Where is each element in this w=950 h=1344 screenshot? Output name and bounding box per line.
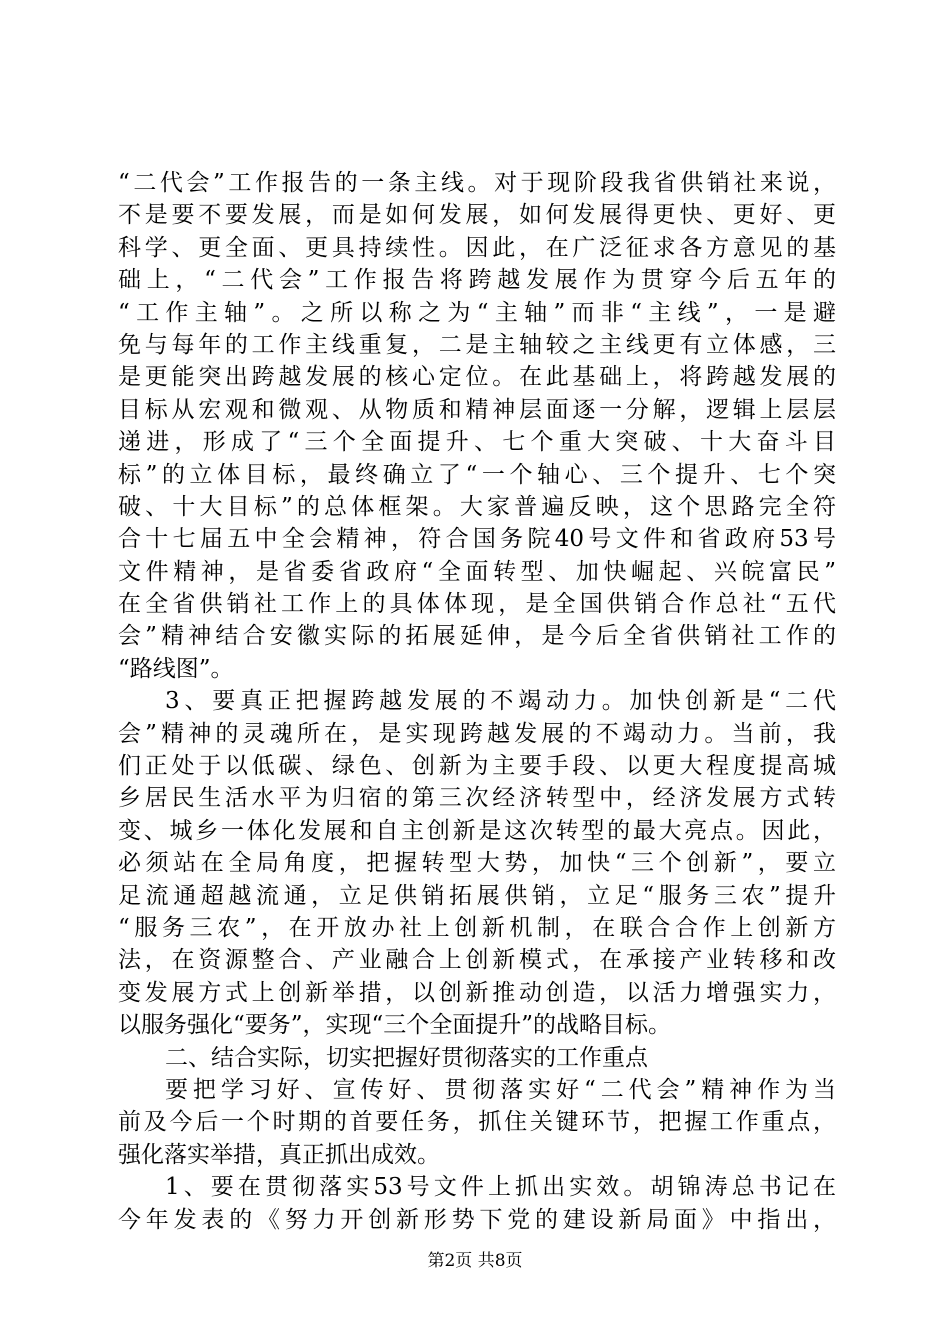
text-line: 会”精神的灵魂所在，是实现跨越发展的不竭动力。当前，我 [118, 720, 836, 747]
page-footer: 第2页 共8页 [427, 1251, 523, 1271]
text-line: 3、要真正把握跨越发展的不竭动力。加快创新是“二代 [165, 688, 836, 715]
text-line: 1、要在贯彻落实53号文件上抓出实效。胡锦涛总书记在 [165, 1174, 836, 1201]
text-line: 是更能突出跨越发展的核心定位。在此基础上，将跨越发展的 [118, 364, 836, 391]
text-line: “二代会”工作报告的一条主线。对于现阶段我省供销社来说， [118, 170, 836, 196]
text-line: 足流通超越流通，立足供销拓展供销，立足“服务三农”提升 [118, 882, 836, 909]
text-line: 不是要不要发展，而是如何发展，如何发展得更快、更好、更 [118, 202, 836, 229]
text-line: 文件精神，是省委省政府“全面转型、加快崛起、兴皖富民” [118, 558, 836, 585]
text-line: 必须站在全局角度，把握转型大势，加快“三个创新”，要立 [118, 850, 836, 877]
text-line: 今年发表的《努力开创新形势下党的建设新局面》中指出， [118, 1206, 836, 1233]
text-line: 法，在资源整合、产业融合上创新模式，在承接产业转移和改 [118, 947, 836, 974]
text-line: 标”的立体目标，最终确立了“一个轴心、三个提升、七个突 [118, 461, 836, 488]
text-line: 础上，“二代会”工作报告将跨越发展作为贯穿今后五年的 [118, 267, 836, 294]
text-line: 目标从宏观和微观、从物质和精神层面逐一分解，逻辑上层层 [118, 396, 836, 423]
text-line: 乡居民生活水平为归宿的第三次经济转型中，经济发展方式转 [118, 785, 836, 812]
text-line: 递进，形成了“三个全面提升、七个重大突破、十大奋斗目 [118, 429, 836, 456]
text-line: 要把学习好、宣传好、贯彻落实好“二代会”精神作为当 [165, 1076, 836, 1103]
text-line: 在全省供销社工作上的具体体现，是全国供销合作总社“五代 [118, 591, 836, 618]
text-line: “工作主轴”。之所以称之为“主轴”而非“主线”，一是避 [118, 299, 836, 326]
text-line: 科学、更全面、更具持续性。因此，在广泛征求各方意见的基 [118, 234, 836, 261]
text-line: 免与每年的工作主线重复，二是主轴较之主线更有立体感，三 [118, 331, 836, 358]
text-line: 二、结合实际，切实把握好贯彻落实的工作重点 [165, 1044, 648, 1071]
text-line: 强化落实举措，真正抓出成效。 [118, 1141, 440, 1168]
text-line: “服务三农”，在开放办社上创新机制，在联合合作上创新方 [118, 914, 836, 941]
text-line: 前及今后一个时期的首要任务，抓住关键环节，把握工作重点， [118, 1109, 836, 1136]
text-line: 合十七届五中全会精神，符合国务院40号文件和省政府53号 [118, 526, 836, 553]
text-line: 破、十大目标”的总体框架。大家普遍反映，这个思路完全符 [118, 493, 836, 520]
text-line: “路线图”。 [118, 655, 234, 682]
text-line: 以服务强化“要务”，实现“三个全面提升”的战略目标。 [118, 1012, 672, 1039]
body-text [118, 167, 836, 1236]
text-line: 会”精神结合安徽实际的拓展延伸，是今后全省供销社工作的 [118, 623, 836, 650]
text-line: 变发展方式上创新举措，以创新推动创造，以活力增强实力， [118, 979, 836, 1006]
text-line: 们正处于以低碳、绿色、创新为主要手段、以更大程度提高城 [118, 753, 836, 780]
text-line: 变、城乡一体化发展和自主创新是这次转型的最大亮点。因此， [118, 817, 836, 844]
